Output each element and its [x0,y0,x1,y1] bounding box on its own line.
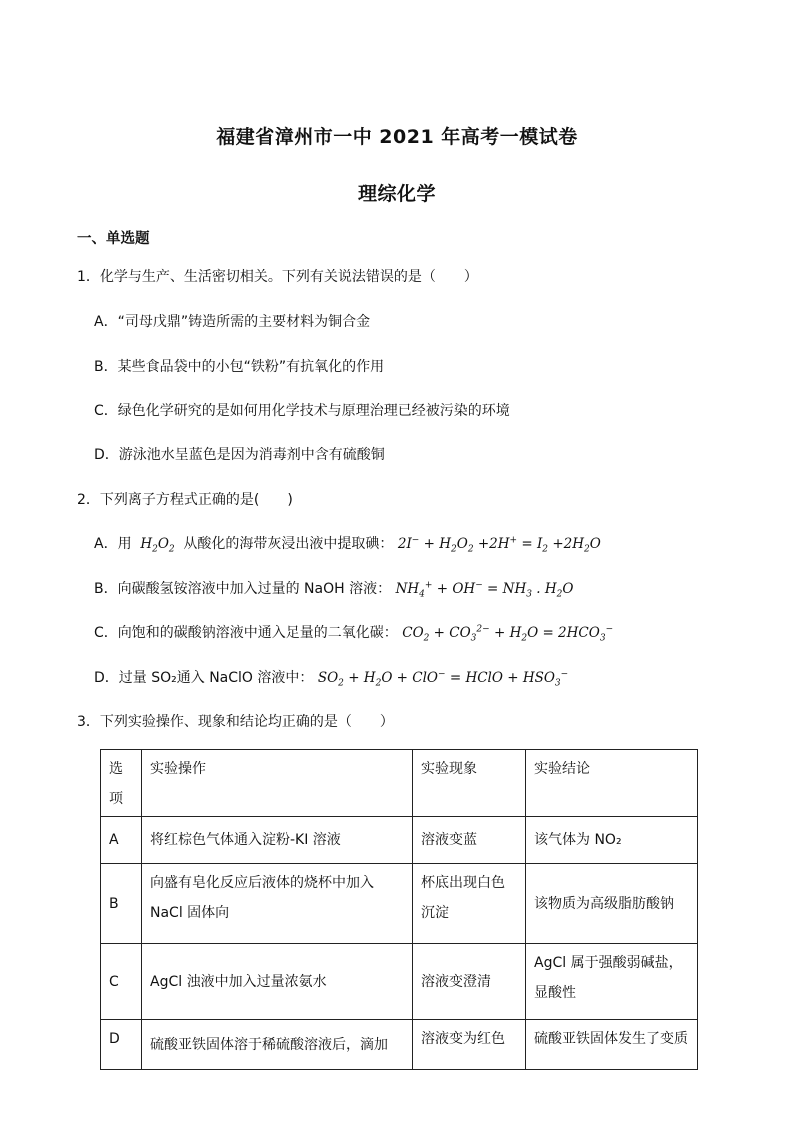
question-2-stem: 2．下列离子方程式正确的是( ) [77,492,293,508]
table-row [101,944,698,1020]
option-d-equation: $SO_2 + H_2O + ClO^-$ = HClO + $HSO_3^-$ [317,669,569,689]
row-option: B [101,864,142,944]
row-operation: 向盛有皂化反应后液体的烧杯中加入 NaCl 固体向 [142,864,413,944]
row-conclusion: 该物质为高级脂肪酸钠 [526,864,698,944]
option-a-equation: $2I^- + H_2O_2 +2H^+ = I_2 +2H_2O$ [397,535,601,555]
row-conclusion: AgCl 属于强酸弱碱盐，显酸性 [526,944,698,1020]
table-row [101,1020,698,1070]
option-a-text: 从酸化的海带灰浸出液中提取碘： [183,536,394,552]
question-1-option-d: D．游泳池水呈蓝色是因为消毒剂中含有硫酸铜 [94,447,385,463]
reagent-formula: $H_2O_2$ [136,536,175,555]
section-heading: 一、单选题 [77,231,150,247]
row-conclusion: 硫酸亚铁固体发生了变质 [526,1020,698,1070]
header-conclusion: 实验结论 [526,750,698,817]
option-c-equation: $CO_2 + CO_3^{2-} + H_2O = 2HCO_3^-$ [402,624,614,644]
question-1-option-b: B．某些食品袋中的小包“铁粉”有抗氧化的作用 [94,359,385,375]
table-row [101,817,698,864]
exam-subtitle: 理综化学 [357,183,436,205]
row-option: A [101,817,142,864]
option-b-prefix: B．向碳酸氢铵溶液中加入过量的 NaOH 溶液： [94,581,392,597]
table-header-row [101,750,698,817]
row-operation: AgCl 浊液中加入过量浓氨水 [142,944,413,1020]
table-row [101,864,698,944]
question-1-option-a: A．“司母戊鼎”铸造所需的主要材料为铜合金 [94,314,371,330]
question-2-option-b [94,578,573,600]
option-d-prefix: D．过量 SO₂通入 NaClO 溶液中： [94,670,314,686]
row-phenomenon: 溶液变为红色 [413,1020,526,1070]
row-phenomenon: 溶液变澄清 [413,944,526,1020]
header-option: 选项 [101,750,142,817]
question-2-option-c [94,622,613,644]
row-phenomenon: 杯底出现白色沉淀 [413,864,526,944]
question-1-option-c: C．绿色化学研究的是如何用化学技术与原理治理已经被污染的环境 [94,403,510,419]
question-1-stem: 1．化学与生产、生活密切相关。下列有关说法错误的是（ ） [77,269,478,285]
question-2-option-d [94,667,568,689]
question-3-stem: 3．下列实验操作、现象和结论均正确的是（ ） [77,714,394,730]
row-option: C [101,944,142,1020]
row-phenomenon: 溶液变蓝 [413,817,526,864]
question-2-option-a [94,533,601,555]
header-phenomenon: 实验现象 [413,750,526,817]
option-c-prefix: C．向饱和的碳酸钠溶液中通入足量的二氧化碳： [94,625,398,641]
row-operation: 将红棕色气体通入淀粉-KI 溶液 [142,817,413,864]
option-a-prefix: A．用 [94,536,132,552]
exam-title: 福建省漳州市一中 2021 年高考一模试卷 [216,126,578,148]
row-option: D [101,1020,142,1070]
option-b-equation: $NH_4^+ + OH^- = NH_3$ . $H_2O$ [395,580,574,600]
experiment-table [100,749,698,1070]
row-operation: 硫酸亚铁固体溶于稀硫酸溶液后，滴加 [142,1020,413,1070]
header-operation: 实验操作 [142,750,413,817]
row-conclusion: 该气体为 NO₂ [526,817,698,864]
